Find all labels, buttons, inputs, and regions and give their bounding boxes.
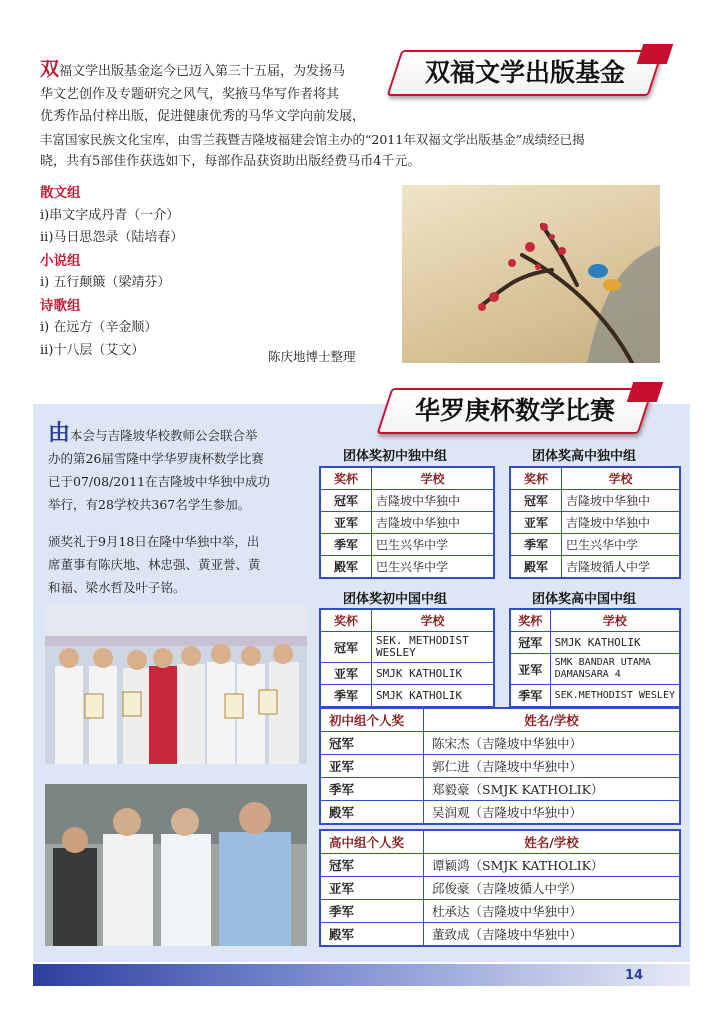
column-header: 学校 <box>372 467 495 490</box>
column-header: 姓名/学校 <box>424 830 681 854</box>
table-row <box>320 732 680 755</box>
category-prose: 散文组 <box>40 185 81 201</box>
team-table-senior-independent <box>509 466 681 579</box>
table-row <box>510 534 680 556</box>
intro-line: 席董事有陈庆地、林忠强、黄亚誉、黄 <box>48 557 261 572</box>
team-table-junior-independent <box>319 466 495 579</box>
winner-cell: 杜承达（吉隆坡中华独中） <box>424 900 681 923</box>
column-header: 学校 <box>562 467 681 490</box>
award-cell: 季军 <box>510 685 550 708</box>
column-header: 奖杯 <box>320 467 372 490</box>
intro-line: 和福、梁水哲及叶子铭。 <box>48 580 186 595</box>
table-row <box>510 685 680 708</box>
dropcap: 由 <box>48 420 71 446</box>
intro-line: 已于07/08/2011在吉隆坡中华独中成功 <box>48 474 271 489</box>
individual-table-junior <box>319 707 681 825</box>
intro-line: 办的第26届雪隆中学华罗庚杯数学比赛 <box>48 451 264 466</box>
table-row <box>320 755 680 778</box>
winners-list <box>40 182 380 362</box>
column-header: 学校 <box>550 609 680 632</box>
team-table-senior-national <box>509 608 681 708</box>
table-row <box>320 923 680 947</box>
table-row <box>510 654 680 685</box>
school-cell: SEK.METHODIST WESLEY <box>550 685 680 708</box>
group-photo <box>45 784 307 946</box>
school-cell: 吉隆坡中华独中 <box>562 490 681 512</box>
section-banner-math <box>384 388 646 434</box>
table-row <box>320 534 494 556</box>
winner-cell: 邱俊豪（吉隆坡循人中学） <box>424 877 681 900</box>
school-cell: 吉隆坡中华独中 <box>372 490 495 512</box>
table-row <box>510 512 680 534</box>
column-header: 学校 <box>372 609 495 632</box>
school-cell: 巴生兴华中学 <box>372 534 495 556</box>
winner-cell: 谭颖鸿（SMJK KATHOLIK） <box>424 854 681 877</box>
award-cell: 冠军 <box>320 490 372 512</box>
award-cell: 季军 <box>510 534 562 556</box>
intro-line: 福文学出版基金迄今已迈入第三十五届，为发扬马 <box>59 64 346 79</box>
category-fiction: 小说组 <box>40 252 81 269</box>
table-row <box>320 877 680 900</box>
table-row <box>320 685 494 708</box>
award-cell: 亚军 <box>510 512 562 534</box>
list-item: i)串文字成丹青（一介） <box>40 207 180 223</box>
column-header: 初中组个人奖 <box>320 708 424 732</box>
page-number: 14 <box>625 968 644 983</box>
table-row <box>510 632 680 654</box>
math-intro <box>48 422 313 599</box>
school-cell: 吉隆坡中华独中 <box>562 512 681 534</box>
award-cell: 季军 <box>320 900 424 923</box>
section-title-math: 华罗庚杯数学比赛 <box>414 396 615 425</box>
award-cell: 冠军 <box>320 854 424 877</box>
footer-bar <box>33 964 690 986</box>
table-row <box>320 778 680 801</box>
school-cell: SMK BANDAR UTAMA DAMANSARA 4 <box>550 654 680 685</box>
award-cell: 冠军 <box>320 732 424 755</box>
school-cell: SEK. METHODIST WESLEY <box>372 632 495 663</box>
list-item: i) 五行颠簸（梁靖芬） <box>40 275 171 290</box>
award-cell: 冠军 <box>320 632 372 663</box>
award-cell: 殿军 <box>510 556 562 579</box>
team-table-junior-national <box>319 608 495 708</box>
winner-cell: 郑毅豪（SMJK KATHOLIK） <box>424 778 681 801</box>
table-row <box>320 854 680 877</box>
category-poetry: 诗歌组 <box>40 297 81 314</box>
section-title-fund: 双福文学出版基金 <box>424 58 625 87</box>
table-row <box>510 556 680 579</box>
intro-line: 华文艺创作及专题研究之风气，奖掖马华写作者将其 <box>40 86 340 102</box>
award-cell: 季军 <box>320 534 372 556</box>
award-cell: 殿军 <box>320 556 372 579</box>
award-cell: 亚军 <box>320 755 424 778</box>
column-header: 姓名/学校 <box>424 708 681 732</box>
intro-line: 晓，共有5部佳作获选如下，每部作品获资助出版经费马币4千元。 <box>40 154 421 169</box>
school-cell: SMJK KATHOLIK <box>372 663 495 685</box>
school-cell: SMJK KATHOLIK <box>550 632 680 654</box>
team-table-title: 团体奖初中独中组 <box>343 449 448 464</box>
winner-cell: 吴润观（吉隆坡中华独中） <box>424 801 681 825</box>
winner-cell: 陈宋杰（吉隆坡中华独中） <box>424 732 681 755</box>
award-cell: 殿军 <box>320 923 424 947</box>
table-row <box>320 900 680 923</box>
fund-intro <box>40 58 680 174</box>
school-cell: SMJK KATHOLIK <box>372 685 495 708</box>
school-cell: 巴生兴华中学 <box>372 556 495 579</box>
dropcap: 双 <box>40 58 60 80</box>
award-cell: 殿军 <box>320 801 424 825</box>
credit: 陈庆地博士整理 <box>268 349 356 364</box>
winner-cell: 郭仁进（吉隆坡中华独中） <box>424 755 681 778</box>
team-table-title: 团体奖高中国中组 <box>532 592 637 607</box>
table-row <box>320 663 494 685</box>
award-cell: 亚军 <box>510 654 550 685</box>
intro-line: 优秀作品付梓出版，促进健康优秀的马华文学向前发展， <box>40 109 366 124</box>
list-item: ii)马日思怨录（陆培春） <box>40 230 184 245</box>
award-cell: 季军 <box>320 685 372 708</box>
table-row <box>320 556 494 579</box>
school-cell: 吉隆坡中华独中 <box>372 512 495 534</box>
award-cell: 冠军 <box>510 490 562 512</box>
intro-line: 丰富国家民族文化宝库，由雪兰莪暨吉隆坡福建会馆主办的“2011年双福文学出版基金”成绩经已揭 <box>40 131 585 147</box>
column-header: 奖杯 <box>510 467 562 490</box>
column-header: 高中组个人奖 <box>320 830 424 854</box>
intro-line: 本会与吉隆坡华校教师公会联合举 <box>70 428 258 443</box>
column-header: 奖杯 <box>320 609 372 632</box>
award-cell: 季军 <box>320 778 424 801</box>
list-item: ii)十八层（艾文） <box>40 342 145 358</box>
award-ceremony-photo <box>45 606 307 764</box>
award-cell: 亚军 <box>320 877 424 900</box>
table-row <box>320 512 494 534</box>
individual-table-senior <box>319 829 681 947</box>
team-table-title: 团体奖高中独中组 <box>532 449 637 464</box>
school-cell: 吉隆坡循人中学 <box>562 556 681 579</box>
table-row <box>510 490 680 512</box>
table-row <box>320 801 680 825</box>
school-cell: 巴生兴华中学 <box>562 534 681 556</box>
award-cell: 亚军 <box>320 512 372 534</box>
award-cell: 冠军 <box>510 632 550 654</box>
intro-line: 举行，有28学校共367名学生参加。 <box>48 497 251 512</box>
award-cell: 亚军 <box>320 663 372 685</box>
column-header: 奖杯 <box>510 609 550 632</box>
intro-line: 颁奖礼于9月18日在隆中华独中举，出 <box>48 534 260 549</box>
list-item: i) 在远方（辛金顺） <box>40 320 158 335</box>
winner-cell: 董致成（吉隆坡中华独中） <box>424 923 681 947</box>
table-row <box>320 632 494 663</box>
table-row <box>320 490 494 512</box>
plum-blossom-painting <box>402 185 660 363</box>
team-table-title: 团体奖初中国中组 <box>343 592 448 607</box>
